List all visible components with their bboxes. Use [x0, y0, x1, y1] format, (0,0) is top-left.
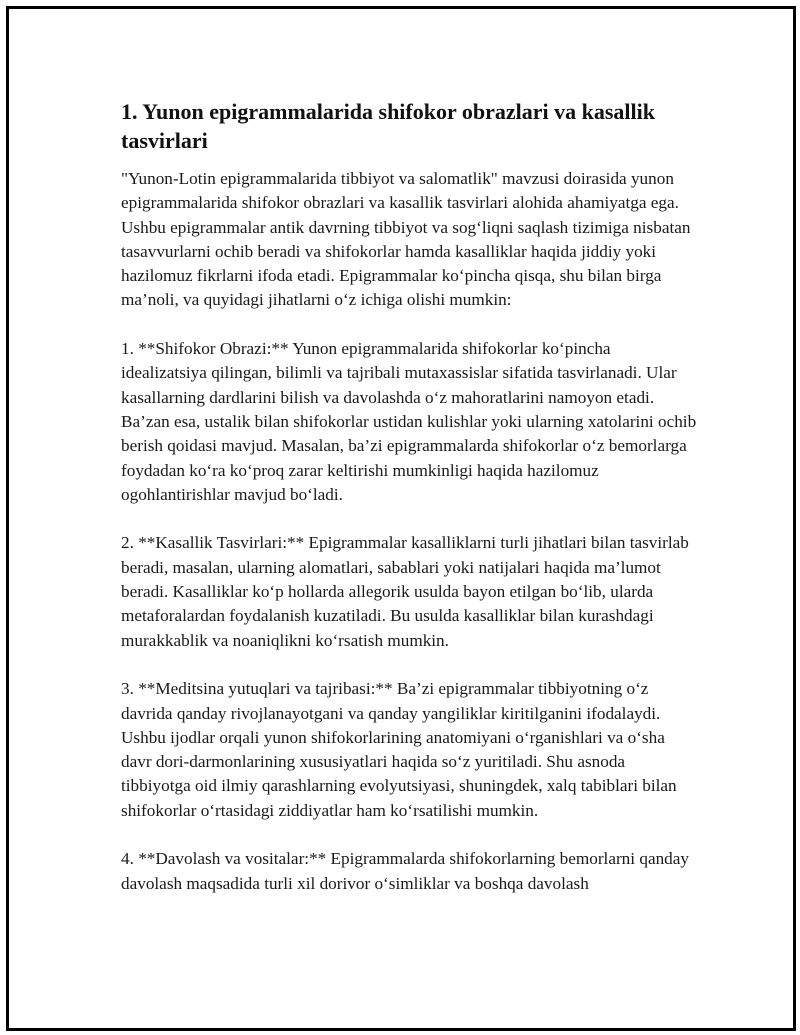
paragraph-kasallik-tasvirlari: 2. **Kasallik Tasvirlari:** Epigrammalar kasalliklarni turli jihatlari bilan tasvirlab beradi, masalan, ularning alomatlari, sabablari yoki natijalari haqida ma’lumot beradi. Kasalliklar ko‘p hollarda allegorik usulda bayon etilgan bo‘lib, ularda metaforalardan foydalanish kuzatiladi. Bu usulda kasalliklar bilan kurashdagi murakkablik va noaniqlikni ko‘rsatish mumkin. — [121, 533, 689, 650]
paragraph-meditsina-yutuqlari: 3. **Meditsina yutuqlari va tajribasi:** Ba’zi epigrammalar tibbiyotning o‘z davrida qanday rivojlanayotgani va qanday yangiliklar kiritilganini ifodalaydi. Ushbu ijodlar orqali yunon shifokorlarining anatomiyani o‘rganishlari va o‘sha davr dori-darmonlarining xususiyatlari haqida so‘z yuritiladi. Shu asnoda tibbiyotga oid ilmiy qarashlarning evolyutsiyasi, shuningdek, xalq tabiblari bilan shifokorlar o‘rtasidagi ziddiyatlar ham ko‘rsatilishi mumkin. — [121, 679, 677, 820]
document-body — [121, 97, 697, 920]
section-heading: 1. Yunon epigrammalarida shifokor obrazlari va kasallik tasvirlari — [121, 99, 655, 153]
paragraph-shifokor-obrazi: 1. **Shifokor Obrazi:** Yunon epigrammalarida shifokorlar ko‘pincha idealizatsiya qilingan, bilimli va tajribali mutaxassislar sifatida tasvirlanadi. Ular kasallarning dardlarini bilish va davolashda o‘z mahoratlarini namoyon etadi. Ba’zan esa, ustalik bilan shifokorlar ustidan kulishlar yoki ularning xatolarini ochib berish qoidasi mavjud. Masalan, ba’zi epigrammalarda shifokorlar o‘z bemorlarga foydadan ko‘ra ko‘proq zarar keltirishi mumkinligi haqida hazilomuz ogohlantirishlar mavjud bo‘ladi. — [121, 339, 697, 504]
paragraph-davolash-vositalar: 4. **Davolash va vositalar:** Epigrammalarda shifokorlarning bemorlarni qanday davolash maqsadida turli xil dorivor o‘simliklar va boshqa davolash — [121, 849, 689, 893]
intro-paragraph: "Yunon-Lotin epigrammalarida tibbiyot va salomatlik" mavzusi doirasida yunon epigrammalarida shifokor obrazlari va kasallik tasvirlari alohida ahamiyatga ega. Ushbu epigrammalar antik davrning tibbiyot va sog‘liqni saqlash tizimiga nisbatan tasavvurlarni ochib beradi va shifokorlar hamda kasalliklar haqida jiddiy yoki hazilomuz fikrlarni ifoda etadi. Epigrammalar ko‘pincha qisqa, shu bilan birga ma’noli, va quyidagi jihatlarni o‘z ichiga olishi mumkin: — [121, 169, 691, 310]
page-frame — [6, 6, 796, 1031]
